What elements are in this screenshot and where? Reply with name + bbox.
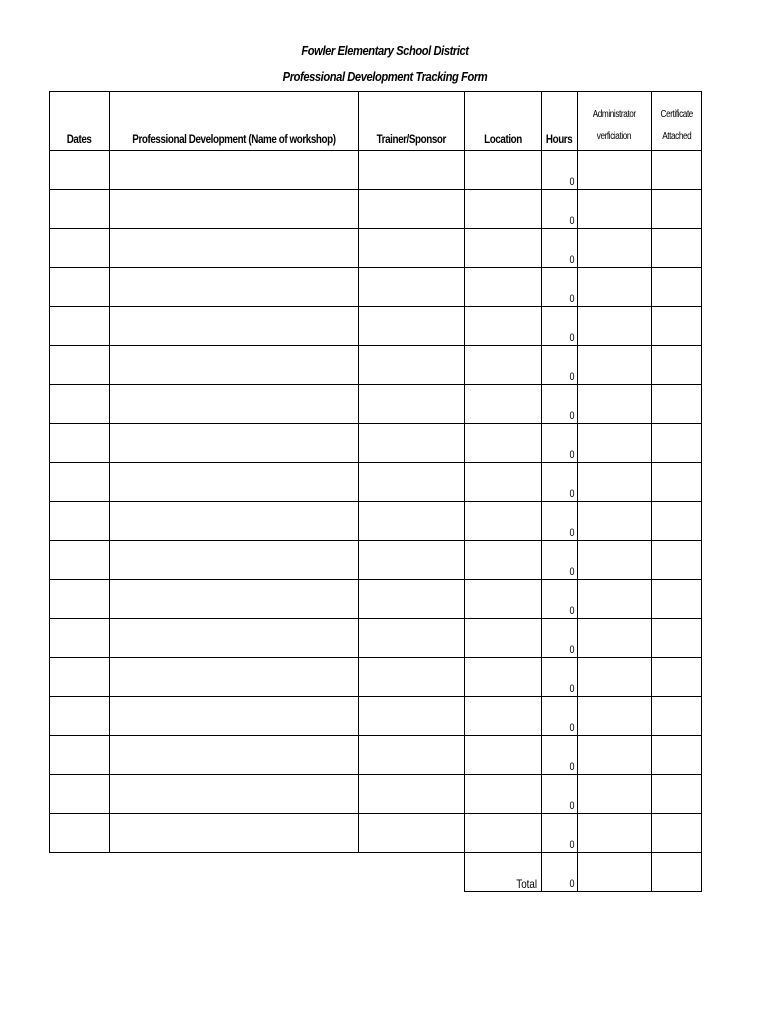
hours-cell: 0: [541, 619, 577, 658]
table-row: [50, 619, 702, 658]
administrator-verification-cell[interactable]: [577, 463, 651, 502]
hours-cell: 0: [541, 502, 577, 541]
hours-cell: 0: [541, 580, 577, 619]
trainer-sponsor-cell[interactable]: [358, 736, 464, 775]
location-cell[interactable]: [464, 385, 541, 424]
date-cell[interactable]: [50, 736, 110, 775]
date-cell[interactable]: [50, 775, 110, 814]
administrator-verification-cell[interactable]: [577, 229, 651, 268]
certificate-attached-cell[interactable]: [651, 736, 701, 775]
workshop-name-cell[interactable]: [110, 307, 359, 346]
certificate-attached-cell[interactable]: [651, 346, 701, 385]
hours-cell: 0: [541, 697, 577, 736]
administrator-verification-cell[interactable]: [577, 658, 651, 697]
administrator-verification-cell[interactable]: [577, 307, 651, 346]
trainer-sponsor-cell[interactable]: [358, 775, 464, 814]
date-cell[interactable]: [50, 268, 110, 307]
location-cell[interactable]: [464, 463, 541, 502]
date-cell[interactable]: [50, 229, 110, 268]
date-cell[interactable]: [50, 502, 110, 541]
column-header-professional-development: Professional Development (Name of workshop): [110, 92, 359, 151]
certificate-attached-cell[interactable]: [651, 463, 701, 502]
hours-cell: 0: [541, 151, 577, 190]
trainer-sponsor-cell[interactable]: [358, 541, 464, 580]
total-hours-value: 0: [541, 853, 577, 892]
date-cell[interactable]: [50, 580, 110, 619]
workshop-name-cell[interactable]: [110, 229, 359, 268]
certificate-attached-cell[interactable]: [651, 385, 701, 424]
hours-cell: 0: [541, 541, 577, 580]
total-certificate-cell[interactable]: [651, 853, 701, 892]
workshop-name-cell[interactable]: [110, 541, 359, 580]
column-header-hours: Hours: [541, 92, 577, 151]
certificate-attached-cell[interactable]: [651, 619, 701, 658]
table-row: [50, 268, 702, 307]
certificate-attached-cell[interactable]: [651, 541, 701, 580]
workshop-name-cell[interactable]: [110, 580, 359, 619]
trainer-sponsor-cell[interactable]: [358, 385, 464, 424]
table-header-row: [50, 92, 702, 151]
trainer-sponsor-cell[interactable]: [358, 346, 464, 385]
table-row: [50, 151, 702, 190]
table-row: [50, 190, 702, 229]
date-cell[interactable]: [50, 658, 110, 697]
hours-cell: 0: [541, 775, 577, 814]
certificate-attached-cell[interactable]: [651, 814, 701, 853]
administrator-verification-cell[interactable]: [577, 580, 651, 619]
trainer-sponsor-cell[interactable]: [358, 619, 464, 658]
workshop-name-cell[interactable]: [110, 736, 359, 775]
table-row: [50, 775, 702, 814]
certificate-attached-cell[interactable]: [651, 580, 701, 619]
table-row: [50, 541, 702, 580]
trainer-sponsor-cell[interactable]: [358, 190, 464, 229]
column-header-dates: Dates: [50, 92, 110, 151]
table-row: [50, 580, 702, 619]
hours-cell: 0: [541, 346, 577, 385]
administrator-verification-cell[interactable]: [577, 151, 651, 190]
trainer-sponsor-cell[interactable]: [358, 697, 464, 736]
total-row: [50, 853, 702, 892]
trainer-sponsor-cell[interactable]: [358, 658, 464, 697]
location-cell[interactable]: [464, 541, 541, 580]
table-row: [50, 229, 702, 268]
certificate-attached-cell[interactable]: [651, 268, 701, 307]
trainer-sponsor-cell[interactable]: [358, 814, 464, 853]
location-cell[interactable]: [464, 775, 541, 814]
hours-cell: 0: [541, 229, 577, 268]
workshop-name-cell[interactable]: [110, 814, 359, 853]
administrator-verification-cell[interactable]: [577, 424, 651, 463]
certificate-attached-cell[interactable]: [651, 658, 701, 697]
workshop-name-cell[interactable]: [110, 775, 359, 814]
table-row: [50, 307, 702, 346]
workshop-name-cell[interactable]: [110, 385, 359, 424]
trainer-sponsor-cell[interactable]: [358, 424, 464, 463]
location-cell[interactable]: [464, 268, 541, 307]
date-cell[interactable]: [50, 814, 110, 853]
date-cell[interactable]: [50, 346, 110, 385]
hours-cell: 0: [541, 307, 577, 346]
table-row: [50, 502, 702, 541]
location-cell[interactable]: [464, 307, 541, 346]
hours-cell: 0: [541, 463, 577, 502]
hours-cell: 0: [541, 814, 577, 853]
hours-cell: 0: [541, 385, 577, 424]
date-cell[interactable]: [50, 463, 110, 502]
date-cell[interactable]: [50, 385, 110, 424]
location-cell[interactable]: [464, 502, 541, 541]
location-cell[interactable]: [464, 151, 541, 190]
administrator-verification-cell[interactable]: [577, 775, 651, 814]
administrator-verification-cell[interactable]: [577, 502, 651, 541]
date-cell[interactable]: [50, 697, 110, 736]
location-cell[interactable]: [464, 229, 541, 268]
date-cell[interactable]: [50, 151, 110, 190]
hours-cell: 0: [541, 190, 577, 229]
column-header-certificate-attached: Certificate Attached: [651, 92, 701, 151]
trainer-sponsor-cell[interactable]: [358, 229, 464, 268]
form-header: [0, 38, 770, 90]
workshop-name-cell[interactable]: [110, 697, 359, 736]
date-cell[interactable]: [50, 619, 110, 658]
column-header-administrator-verification: Administrator verficiation: [577, 92, 651, 151]
administrator-verification-cell[interactable]: [577, 697, 651, 736]
date-cell[interactable]: [50, 190, 110, 229]
certificate-attached-cell[interactable]: [651, 307, 701, 346]
hours-cell: 0: [541, 424, 577, 463]
hours-cell: 0: [541, 658, 577, 697]
workshop-name-cell[interactable]: [110, 346, 359, 385]
workshop-name-cell[interactable]: [110, 190, 359, 229]
trainer-sponsor-cell[interactable]: [358, 151, 464, 190]
administrator-verification-cell[interactable]: [577, 385, 651, 424]
workshop-name-cell[interactable]: [110, 502, 359, 541]
certificate-attached-cell[interactable]: [651, 151, 701, 190]
administrator-verification-cell[interactable]: [577, 268, 651, 307]
table-row: [50, 658, 702, 697]
table-body: [50, 151, 702, 853]
trainer-sponsor-cell[interactable]: [358, 463, 464, 502]
district-name: Fowler Elementary School District: [301, 43, 469, 58]
workshop-name-cell[interactable]: [110, 463, 359, 502]
table-row: [50, 697, 702, 736]
certificate-attached-cell[interactable]: [651, 424, 701, 463]
table-row: [50, 814, 702, 853]
location-cell[interactable]: [464, 697, 541, 736]
table-row: [50, 346, 702, 385]
trainer-sponsor-cell[interactable]: [358, 268, 464, 307]
location-cell[interactable]: [464, 619, 541, 658]
workshop-name-cell[interactable]: [110, 151, 359, 190]
certificate-attached-cell[interactable]: [651, 502, 701, 541]
certificate-attached-cell[interactable]: [651, 229, 701, 268]
workshop-name-cell[interactable]: [110, 619, 359, 658]
trainer-sponsor-cell[interactable]: [358, 307, 464, 346]
location-cell[interactable]: [464, 190, 541, 229]
total-admin-cell[interactable]: [577, 853, 651, 892]
table-row: [50, 424, 702, 463]
certificate-attached-cell[interactable]: [651, 775, 701, 814]
trainer-sponsor-cell[interactable]: [358, 502, 464, 541]
date-cell[interactable]: [50, 424, 110, 463]
column-header-location: Location: [464, 92, 541, 151]
table-row: [50, 736, 702, 775]
location-cell[interactable]: [464, 736, 541, 775]
date-cell[interactable]: [50, 307, 110, 346]
workshop-name-cell[interactable]: [110, 658, 359, 697]
workshop-name-cell[interactable]: [110, 268, 359, 307]
location-cell[interactable]: [464, 814, 541, 853]
location-cell[interactable]: [464, 580, 541, 619]
administrator-verification-cell[interactable]: [577, 619, 651, 658]
table-row: [50, 385, 702, 424]
location-cell[interactable]: [464, 658, 541, 697]
workshop-name-cell[interactable]: [110, 424, 359, 463]
administrator-verification-cell[interactable]: [577, 736, 651, 775]
column-header-trainer-sponsor: Trainer/Sponsor: [358, 92, 464, 151]
total-spacer: [50, 853, 465, 892]
tracking-table: [49, 91, 702, 892]
certificate-attached-cell[interactable]: [651, 190, 701, 229]
trainer-sponsor-cell[interactable]: [358, 580, 464, 619]
hours-cell: 0: [541, 736, 577, 775]
location-cell[interactable]: [464, 346, 541, 385]
date-cell[interactable]: [50, 541, 110, 580]
certificate-attached-cell[interactable]: [651, 697, 701, 736]
form-title: Professional Development Tracking Form: [282, 69, 488, 84]
hours-cell: 0: [541, 268, 577, 307]
table-row: [50, 463, 702, 502]
total-label: Total: [464, 853, 541, 892]
administrator-verification-cell[interactable]: [577, 346, 651, 385]
administrator-verification-cell[interactable]: [577, 190, 651, 229]
location-cell[interactable]: [464, 424, 541, 463]
administrator-verification-cell[interactable]: [577, 541, 651, 580]
administrator-verification-cell[interactable]: [577, 814, 651, 853]
